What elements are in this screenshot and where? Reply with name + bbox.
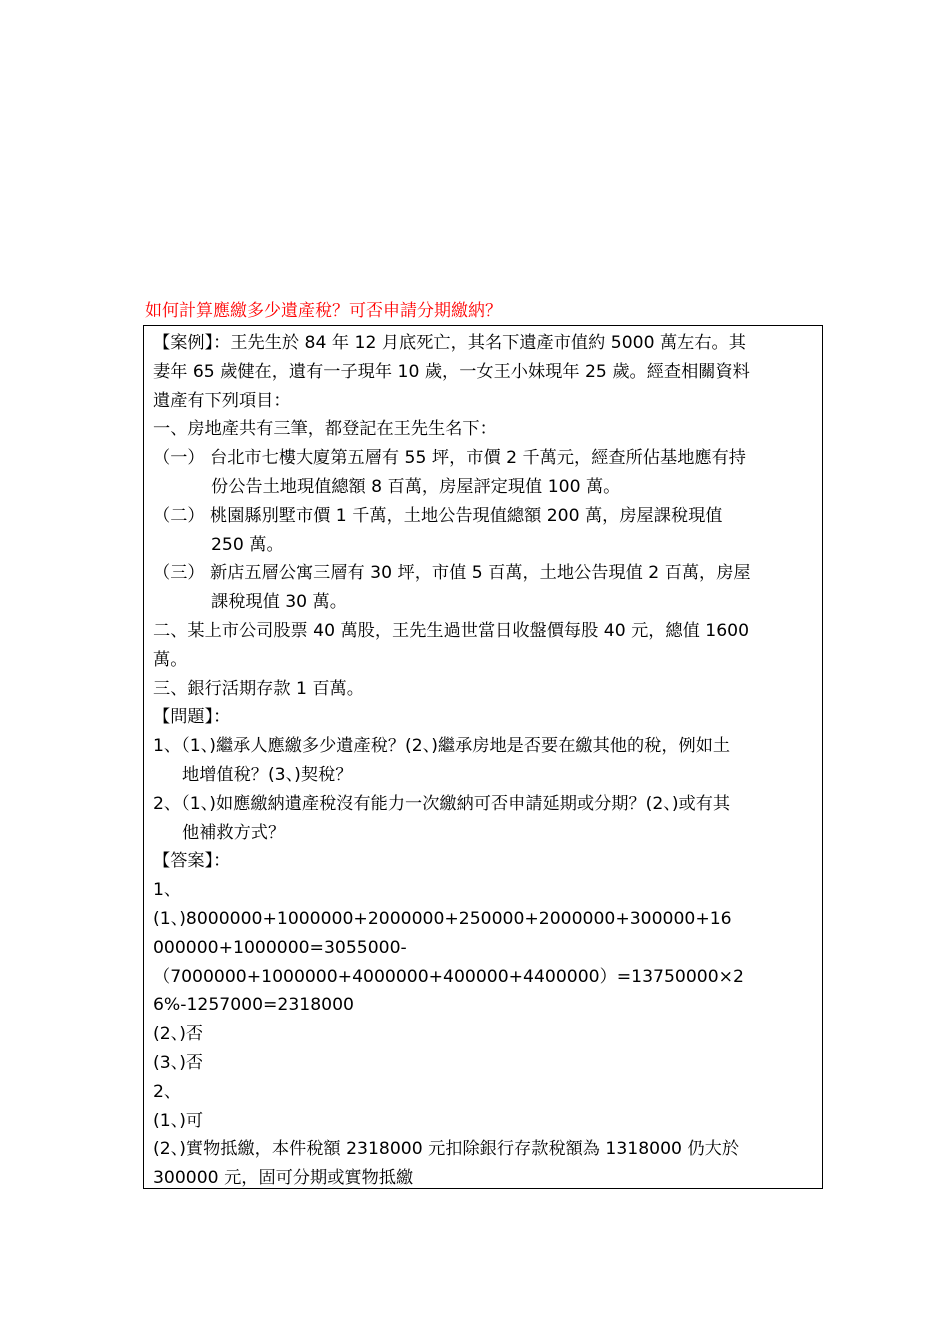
question-line: 2、（1、)如應繳納遺產稅沒有能力一次繳納可否申請延期或分期？(2、)或有其 [153,793,731,814]
answer-line: 6%-1257000=2318000 [153,995,354,1016]
content-box [143,325,823,1189]
section-heading: 【答案】： [153,851,231,872]
answer-line: 1、 [153,880,182,901]
page-title: 如何計算應繳多少遺產稅？可否申請分期繳納？ [145,301,502,321]
answer-line: 300000 元，固可分期或實物抵繳 [153,1168,414,1189]
case-line: （一） 台北市七樓大廈第五層有 55 坪，市價 2 千萬元，經查所佔基地應有持 [153,448,746,469]
section-heading: 【問題】： [153,707,231,728]
question-line: 地增值稅？(3、)契稅？ [182,764,353,785]
question-line: 1、（1、)繼承人應繳多少遺產稅？(2、)繼承房地是否要在繳其他的稅，例如土 [153,736,731,757]
case-line: 課稅現值 30 萬。 [211,592,347,613]
answer-line: 2、 [153,1081,182,1102]
case-line: （三） 新店五層公寓三層有 30 坪，市值 5 百萬，土地公告現值 2 百萬，房屋 [153,563,751,584]
answer-line: (2、)否 [153,1024,204,1045]
case-line: 一、房地產共有三筆，都登記在王先生名下： [153,419,497,440]
answer-line: （7000000+1000000+4000000+400000+4400000）=13750000×2 [153,966,744,987]
answer-line: (1、)8000000+1000000+2000000+250000+2000000+300000+16 [153,908,732,929]
case-line: 【案例】：王先生於 84 年 12 月底死亡，其名下遺產市值約 5000 萬左右。其 [153,333,746,353]
case-line: 妻年 65 歲健在，遺有一子現年 10 歲，一女王小妹現年 25 歲。經查相關資料 [153,361,750,382]
case-line: 萬。 [153,649,188,670]
case-line: 三、銀行活期存款 1 百萬。 [153,678,364,699]
answer-line: (3、)否 [153,1052,204,1073]
case-line: 250 萬。 [211,534,284,555]
case-line: 份公告土地現值總額 8 百萬，房屋評定現值 100 萬。 [211,476,621,497]
case-line: 二、某上市公司股票 40 萬股，王先生過世當日收盤價每股 40 元，總值 1600 [153,620,750,641]
case-line: （二） 桃園縣別墅市價 1 千萬，土地公告現值總額 200 萬，房屋課稅現值 [153,505,723,526]
question-line: 他補救方式？ [182,822,286,843]
case-line: 遺產有下列項目： [153,390,291,411]
answer-line: (2、)實物抵繳，本件稅額 2318000 元扣除銀行存款稅額為 1318000 仍大於 [153,1139,740,1160]
answer-line: (1、)可 [153,1110,204,1131]
answer-line: 000000+1000000=3055000- [153,937,407,958]
